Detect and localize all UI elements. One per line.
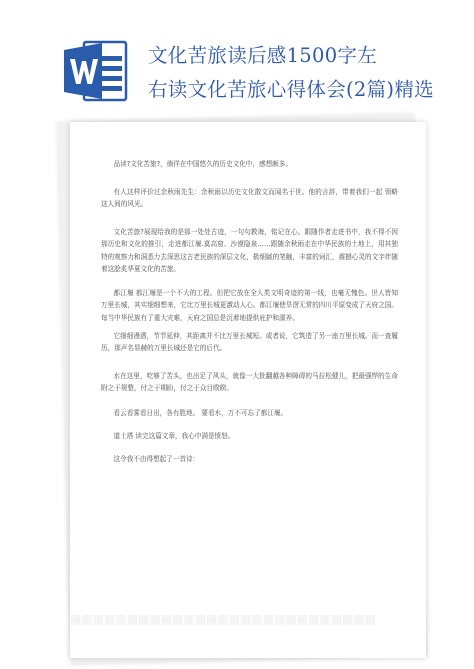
paragraph-4: 都江堰 都江堰是一个不大的工程。但把它放在全人类文明奇迹的第一线，也毫无愧色。世人皆知万里长城，其实细细想来，它比万里长城更激动人心。都江堰使旱涝无常的四川平原变成了天府之国。 每当中华民族有了重大灾难，天府之国总是沉着地提供庇护和濡养。 — [101, 289, 398, 322]
title-line-2: 右读文化苦旅心得体会(2篇)精选 — [148, 78, 434, 101]
paragraph-3: 文化苦旅?展现给我的是那一处处古迹，一句句教诲，铭记在心。跟随作者走进书中，我不得不因那历史和文化的推引，走进都江堰.莫高窟、沙漠隐泉……跟随余秋雨走在中华民族的土地上，用其独特的观察力和洞悉力去深思这古老民族的深层文化，极细腻的笔触，丰富的词汇，震撼心灵的文字伴随着这脍炙华夏文化的苦旅。 — [101, 228, 398, 274]
paragraph-8: 道士塔 读完这篇文章，我心中满是愤怒。 — [113, 432, 235, 440]
paragraph-7: 看云看雾看日出，各有胜地。 要看水，万不可忘了都江堰。 — [113, 409, 288, 417]
paragraph-1: 品读?文化苦旅?，徜徉在中国悠久的历史文化中，感想颇多。 — [113, 160, 292, 168]
document-page — [70, 122, 426, 658]
paragraph-2: 有人这样评价过余秋雨先生：余秋雨以历史文化散文而闻名于世。他的言辞，带着我们一起 领略这人间的风光。 — [101, 188, 398, 209]
word-document-icon — [64, 40, 128, 102]
watermark-pattern: ▦▦▦▦▦▦▦▦▦▦▦▦▦▦▦▦▦▦▦▦▦▦▦▦▦▦▦ — [70, 612, 377, 626]
paragraph-6: 水在这里，吃够了苦头，也出足了风头，就像一大批翻越各种障碍的马拉松健儿，把最强悍的生命附之于规整，付之于期盼，付之于众目睽睽。 — [101, 372, 398, 393]
paragraph-5: 它细细漫洒，节节延伸，其距离并不比万里长城短。或者说，它筑造了另一座万里长城。而一查履历，那声名显赫的万里长城还是它的后代。 — [101, 332, 398, 353]
header — [0, 0, 474, 115]
paragraph-9: 这令我不由得想起了一首诗： — [113, 455, 200, 463]
document-title — [148, 39, 468, 107]
title-line-1: 文化苦旅读后感1500字左 — [148, 44, 378, 67]
